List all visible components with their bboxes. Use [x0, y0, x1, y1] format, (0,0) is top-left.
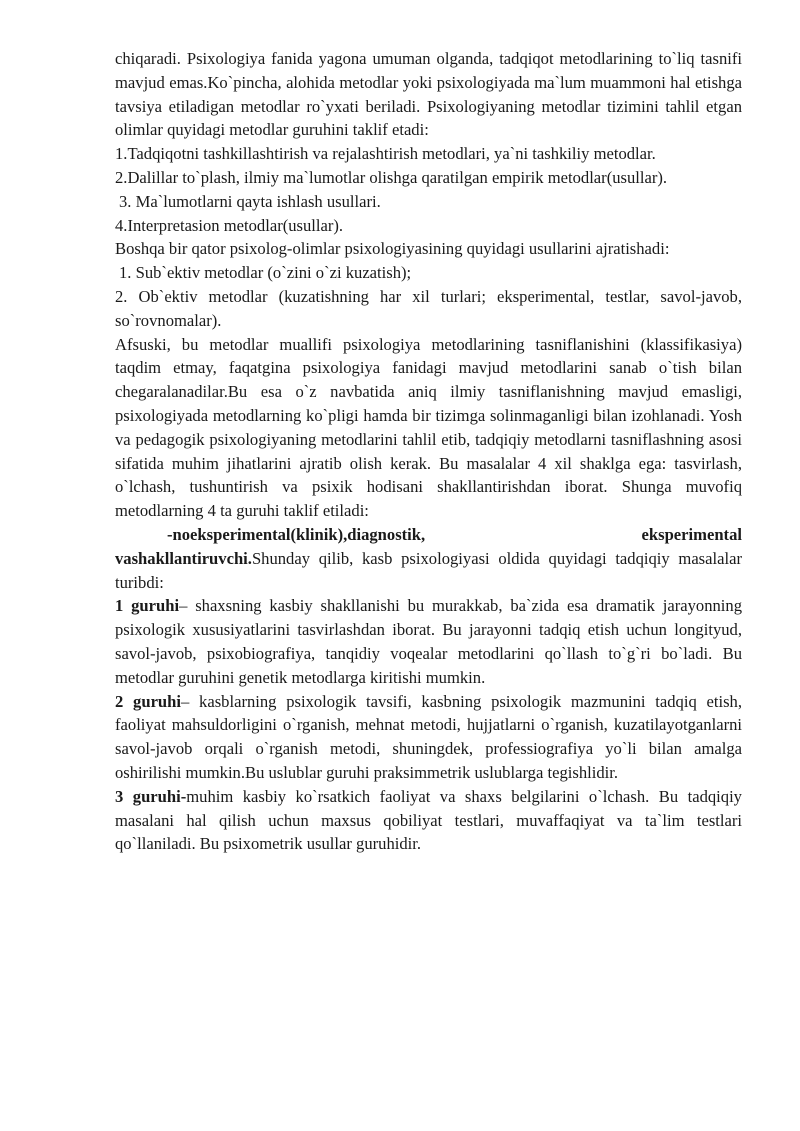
list-item-2: 2.Dalillar to`plash, ilmiy ma`lumotlar olishga qaratilgan empirik metodlar(usullar). — [115, 167, 668, 187]
paragraph-tasks-text: Shunday qilib, kasb psixologiyasi oldida quyidagi tadqiqiy masalalar turibdi: — [115, 548, 742, 592]
document-body — [115, 47, 742, 856]
list-item-1: 1.Tadqiqotni tashkillashtirish va rejalashtirish metodlari, ya`ni tashkiliy metodlar. — [115, 144, 656, 164]
list-item-subjective: 1. Sub`ektiv metodlar (o`zini o`zi kuzatish); — [119, 263, 412, 283]
group-1-text: – shaxsning kasbiy shakllanishi bu murakkab, ba`zida esa dramatik jarayonning psixologik xususiyatlarini tasvirlashdan iborat. Bu jarayonni tadqiq etish uchun longityud, savol-javob, psixobiografiya, tanqidiy voqealar metodlarini qo`llash to`g`ri bo`ladi. Bu metodlar guruhini genetik metodlarga kiritishi mumkin. — [115, 596, 743, 687]
bold-method-groups: -noeksperimental(klinik),diagnostik, eksperimental — [167, 524, 742, 544]
group-1-label: 1 guruhi — [115, 596, 180, 616]
group-3-text: muhim kasbiy ko`rsatkich faoliyat va shaxs belgilarini o`lchash. Bu tadqiqiy masalani hal qilish uchun maxsus qobiliyat testlari, muvaffaqiyat va ta`lim testlari qo`llaniladi. Bu psixometrik usullar guruhidir. — [115, 786, 742, 854]
bold-method-groups-line — [115, 523, 742, 547]
group-1-paragraph — [115, 594, 742, 689]
group-3-paragraph — [115, 785, 742, 856]
paragraph-unfortunately: Afsuski, bu metodlar muallifi psixologiya metodlarining tasniflanishini (klassifikasiya) taqdim etmay, faqatgina psixologiya fanidagi mavjud metodlarini sanab o`tish bilan chegaralanadilar.Bu esa o`z navbatida aniq ilmiy tasniflanishning mavjud emasligi, psixologiyada metodlarning ko`pligi hamda bir tizimga solinmaganligi bilan izohlanadi. Yosh va pedagogik psixologiyaning metodlarini tahlil etib, tadqiqiy metodlarni tasniflashning asosi sifatida muhim jihatlarini ajratib olish kerak. Bu masalalar 4 xil shaklga ega: tasvirlash, o`lchash, tushuntirish va psixik hodisani shakllantirishdan iborat. Shunga muvofiq metodlarning 4 ta guruhi taklif etiladi: — [115, 334, 742, 521]
list-item-3: 3. Ma`lumotlarni qayta ishlash usullari. — [119, 191, 381, 211]
paragraph-other-scholars: Boshqa bir qator psixolog-olimlar psixologiyasining quyidagi usullarini ajratishadi: — [115, 239, 670, 259]
list-item-objective: 2. Ob`ektiv metodlar (kuzatishning har xil turlari; eksperimental, testlar, savol-javob, so`rovnomalar). — [115, 286, 742, 330]
paragraph-tasks — [115, 547, 742, 595]
list-item-4: 4.Interpretasion metodlar(usullar). — [115, 215, 344, 235]
group-2-label: 2 guruhi — [115, 691, 182, 711]
bold-method-groups-end: vashakllantiruvchi. — [115, 548, 252, 568]
group-3-label: 3 guruhi- — [115, 786, 187, 806]
group-2-text: – kasblarning psixologik tavsifi, kasbning psixologik mazmunini tadqiq etish, faoliyat mahsuldorligini o`rganish, mehnat metodi, hujjatlarni o`rganish, kuzatilayotganlarni savol-javob orqali o`rganish metodi, shuningdek, professiografiya yo`li bilan amalga oshirilishi mumkin.Bu uslublar guruhi praksimmetrik uslublarga tegishlidir. — [115, 691, 742, 782]
paragraph-intro: chiqaradi. Psixologiya fanida yagona umuman olganda, tadqiqot metodlarining to`liq tasnifi mavjud emas.Ko`pincha, alohida metodlar yoki psixologiyada ma`lum muammoni hal etishga tavsiya etiladigan metodlar ro`yxati beriladi. Psixologiyaning metodlar tizimini tahlil etgan olimlar quyidagi metodlar guruhini taklif etadi: — [115, 49, 742, 140]
group-2-paragraph — [115, 690, 742, 785]
